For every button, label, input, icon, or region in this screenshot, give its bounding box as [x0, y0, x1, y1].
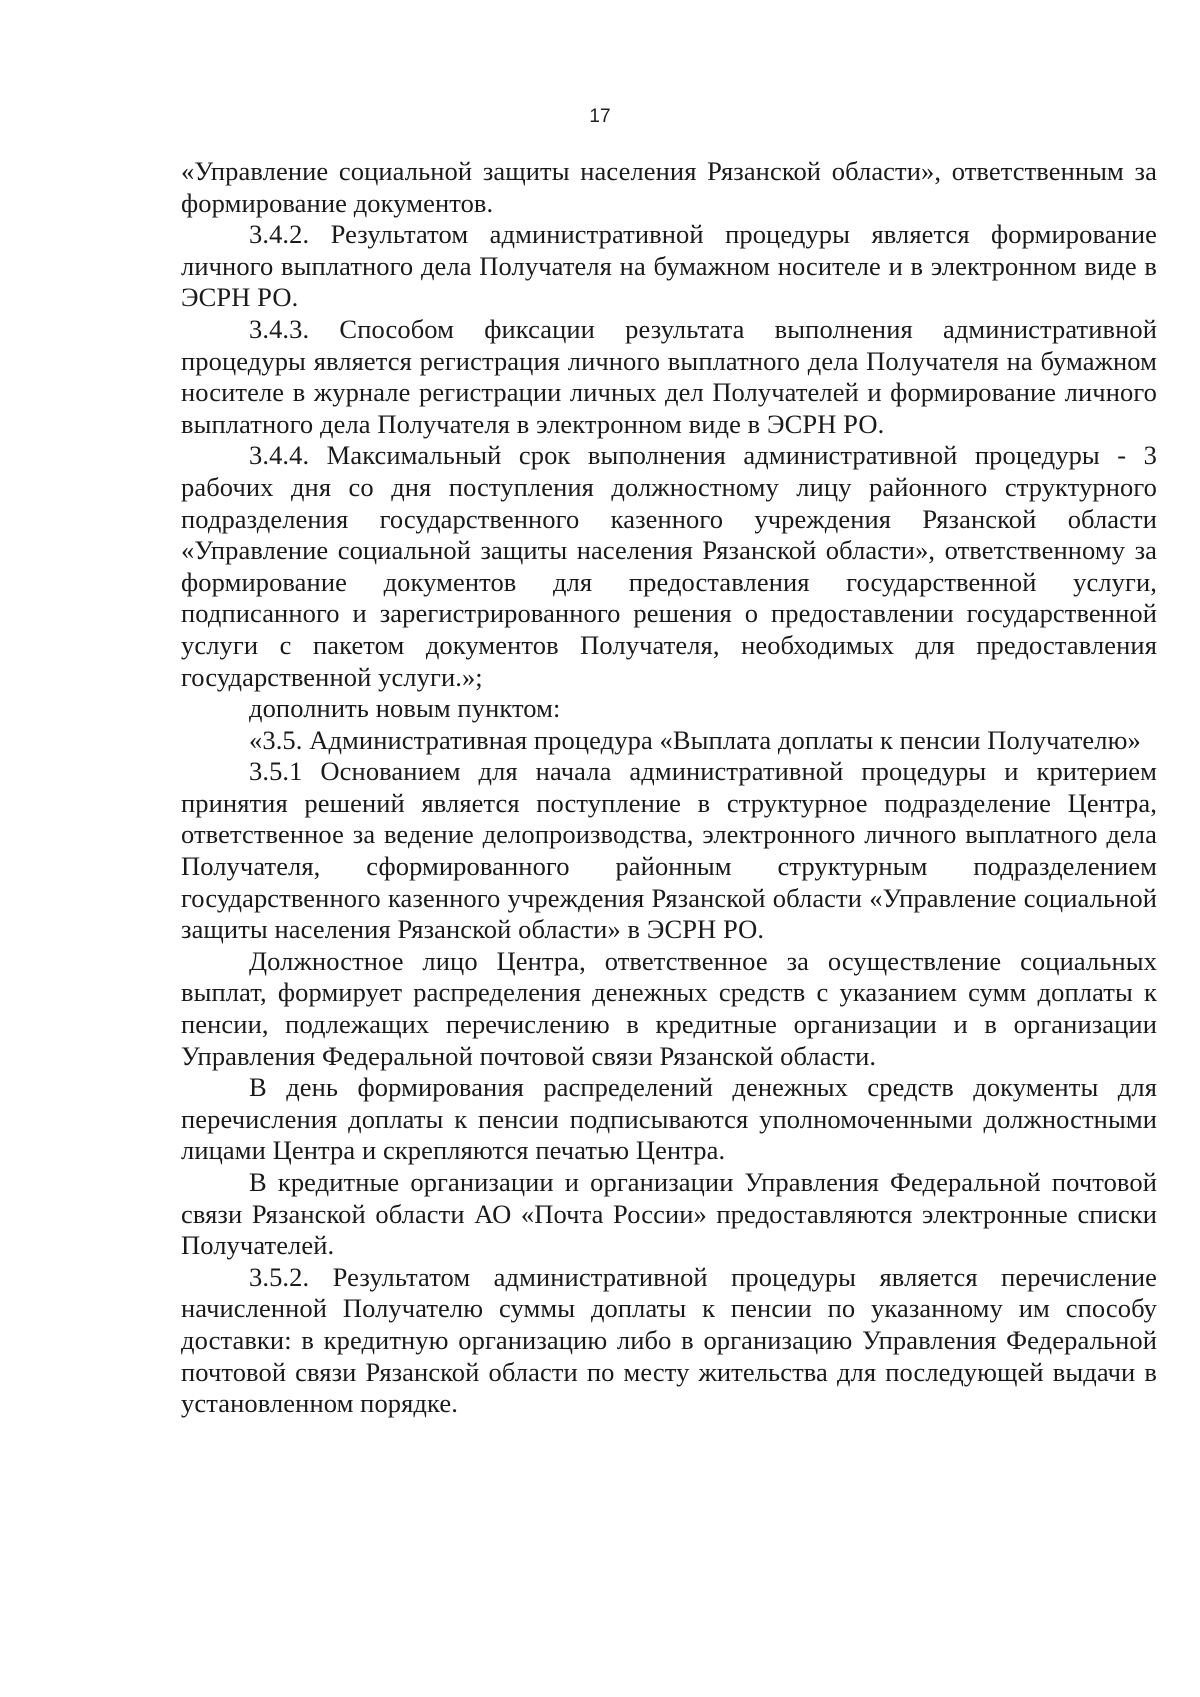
paragraph: «Управление социальной защиты населения Рязанской области», ответственным за формирование документов. [181, 156, 1157, 218]
paragraph: «3.5. Административная процедура «Выплата доплаты к пенсии Получателю» [249, 724, 1141, 755]
paragraph: 3.4.4. Максимальный срок выполнения административной процедуры - 3 рабочих дня со дня поступления должностному лицу районного структурного подразделения государственного казенного учреждения Рязанской области «Управление социальной защиты населения Рязанской области», ответственному за формирование документов для предоставления государственной услуги, подписанного и зарегистрированного решения о предоставлении государственной услуги с пакетом документов Получателя, необходимых для предоставления государственной услуги.»; [181, 440, 1157, 692]
paragraph: 3.5.1 Основанием для начала административной процедуры и критерием принятия решений является поступление в структурное подразделение Центра, ответственное за ведение делопроизводства, электронного личного выплатного дела Получателя, сформированного районным структурным подразделением государственного казенного учреждения Рязанской области «Управление социальной защиты населения Рязанской области» в ЭСРН РО. [181, 756, 1157, 945]
paragraph: В день формирования распределений денежных средств документы для перечисления доплаты к пенсии подписываются уполномоченными должностными лицами Центра и скрепляются печатью Центра. [181, 1072, 1157, 1166]
document-body [181, 156, 1157, 1420]
paragraph: В кредитные организации и организации Управления Федеральной почтовой связи Рязанской области АО «Почта России» предоставляются электронные списки Получателей. [181, 1167, 1157, 1261]
paragraph: 3.5.2. Результатом административной процедуры является перечисление начисленной Получателю суммы доплаты к пенсии по указанному им способу доставки: в кредитную организацию либо в организацию Управления Федеральной почтовой связи Рязанской области по месту жительства для последующей выдачи в установленном порядке. [181, 1261, 1157, 1419]
paragraph: 3.4.3. Способом фиксации результата выполнения административной процедуры является регистрация личного выплатного дела Получателя на бумажном носителе в журнале регистрации личных дел Получателей и формирование личного выплатного дела Получателя в электронном виде в ЭСРН РО. [181, 313, 1157, 439]
page-number: 17 [589, 106, 611, 127]
paragraph: Должностное лицо Центра, ответственное за осуществление социальных выплат, формирует распределения денежных средств с указанием сумм доплаты к пенсии, подлежащих перечислению в кредитные организации и в организации Управления Федеральной почтовой связи Рязанской области. [181, 945, 1157, 1071]
paragraph: 3.4.2. Результатом административной процедуры является формирование личного выплатного дела Получателя на бумажном носителе и в электронном виде в ЭСРН РО. [181, 219, 1157, 313]
paragraph: дополнить новым пунктом: [249, 693, 561, 724]
